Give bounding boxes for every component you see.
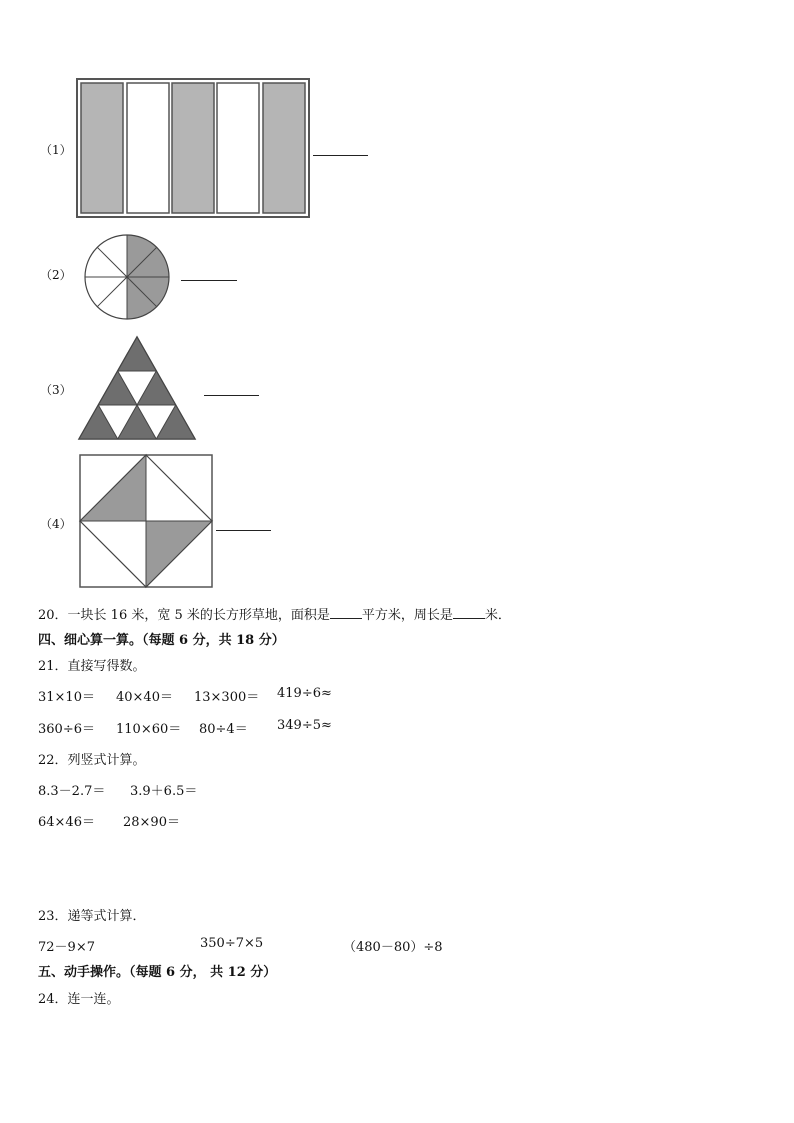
figure-2-answer-line[interactable] [181,280,237,281]
question-23-title: 23．递等式计算． [38,909,146,924]
figure-4-square [79,454,213,588]
figure-1-answer-line[interactable] [313,155,368,156]
q21-item-3: 13×300＝ [194,690,260,705]
figure-3-label: （3） [40,383,72,397]
figure-3-answer-line[interactable] [204,395,259,396]
q21-item-2: 40×40＝ [116,690,173,705]
figure-4-answer-line[interactable] [216,530,271,531]
q21-item-1: 31×10＝ [38,690,95,705]
q23-item-3: （480－80）÷8 [343,940,443,955]
section-4-title: 四、细心算一算。（每题 6 分，共 18 分） [38,633,285,648]
section-5-title: 五、动手操作。（每题 6 分， 共 12 分） [38,965,277,980]
figure-3-triangle [78,336,196,440]
q23-item-1: 72－9×7 [38,940,95,955]
q21-item-4: 419÷6≈ [277,686,332,701]
figure-2-circle [84,234,170,320]
figure-1-label: （1） [40,143,72,157]
q22-item-3: 64×46＝ [38,815,95,830]
area-blank[interactable] [330,606,362,619]
q22-item-2: 3.9＋6.5＝ [130,784,198,799]
q21-item-6: 110×60＝ [116,722,182,737]
question-20-middle: 平方米，周长是 [361,608,453,623]
figure-1-strips [76,78,312,220]
q22-item-4: 28×90＝ [123,815,180,830]
question-20-prefix: 20．一块长 16 米，宽 5 米的长方形草地，面积是 [38,608,330,623]
question-24-title: 24．连一连。 [38,992,120,1007]
q21-item-8: 349÷5≈ [277,718,332,733]
q21-item-7: 80÷4＝ [199,722,248,737]
question-21-title: 21．直接写得数。 [38,659,146,674]
question-22-title: 22．列竖式计算。 [38,753,146,768]
perimeter-blank[interactable] [453,606,485,619]
q21-item-5: 360÷6＝ [38,722,95,737]
figure-2-label: （2） [40,268,72,282]
figure-4-label: （4） [40,517,72,531]
question-20-suffix: 米． [484,608,511,623]
q23-item-2: 350÷7×5 [200,936,264,951]
question-20 [38,604,511,623]
q22-item-1: 8.3－2.7＝ [38,784,106,799]
